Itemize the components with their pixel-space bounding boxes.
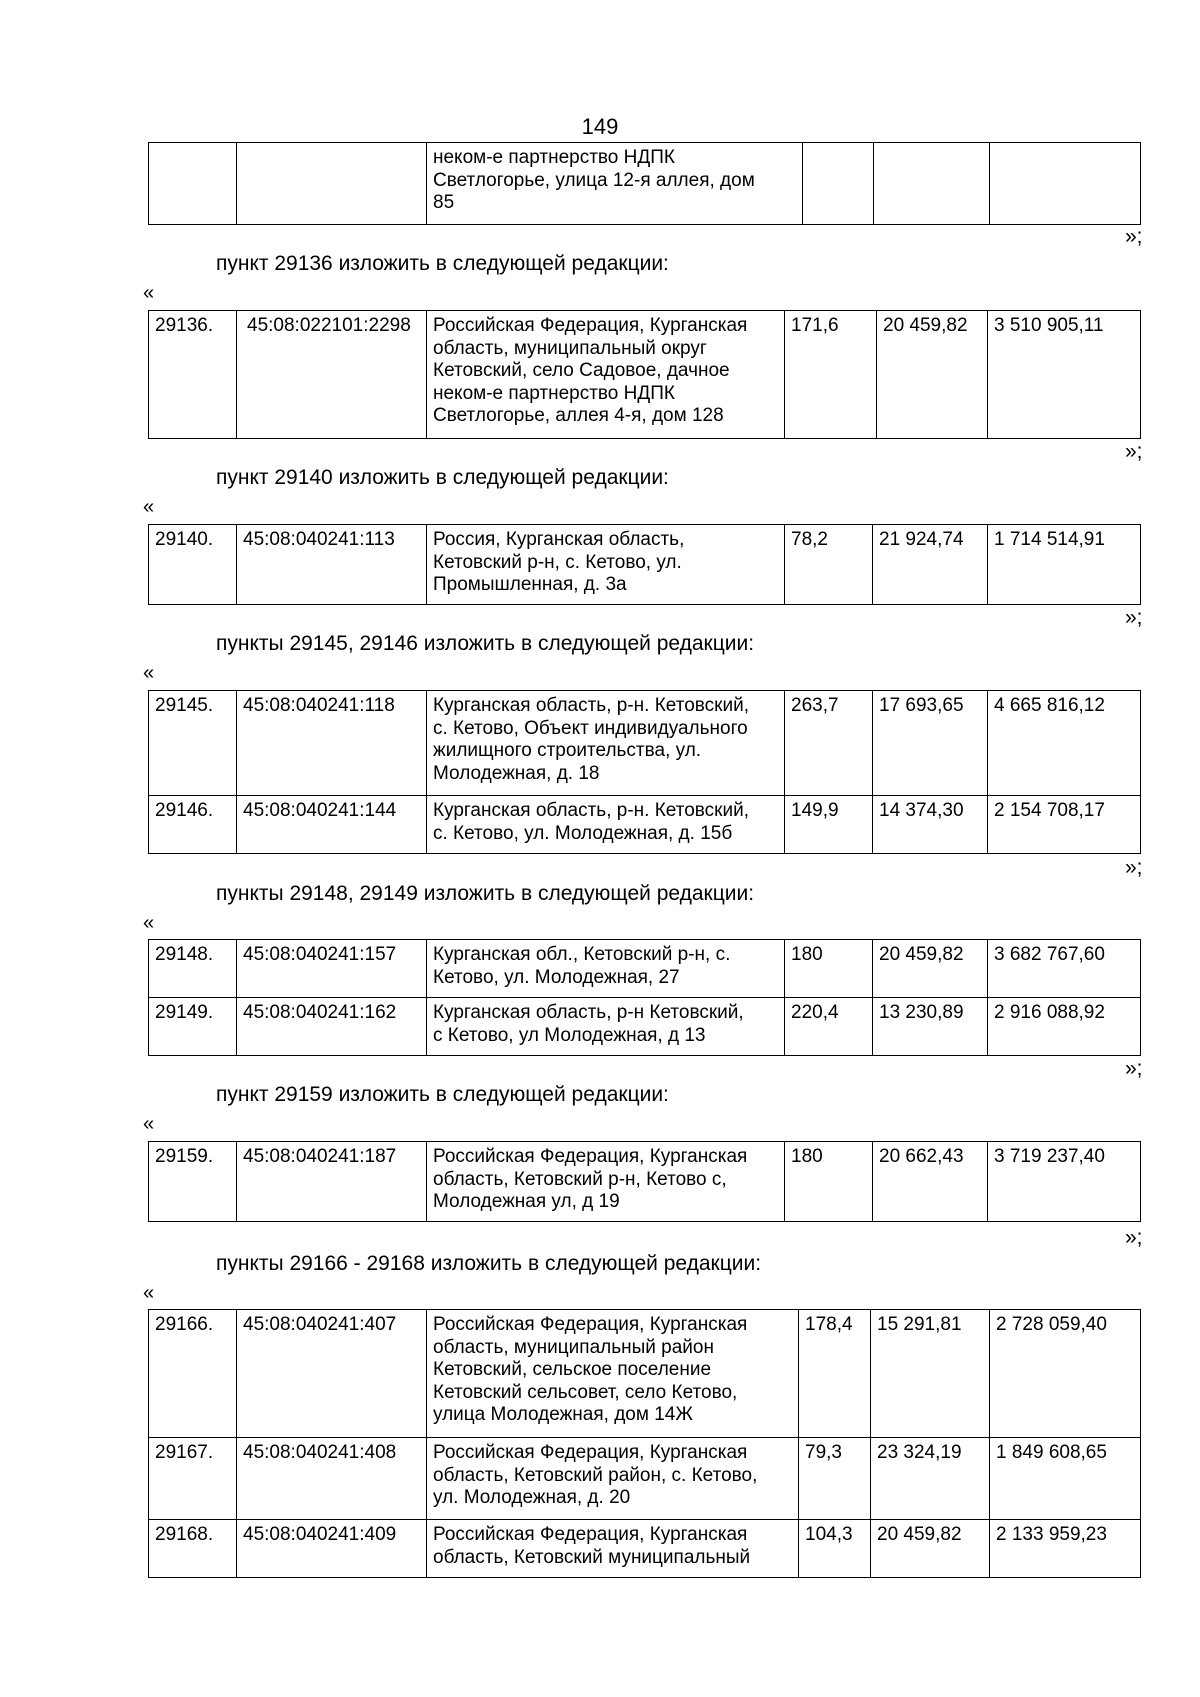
page-number: 149 (581, 114, 619, 139)
table-row (149, 1520, 1141, 1578)
cell-value: 4 665 816,12 (988, 691, 1141, 796)
section-instruction: пункты 29148, 29149 изложить в следующей редакции: (216, 882, 755, 905)
cell-area: 178,4 (799, 1310, 871, 1438)
opening-quote: « (143, 496, 155, 518)
opening-quote: « (143, 1113, 155, 1135)
cell-value: 2 728 059,40 (990, 1310, 1141, 1438)
cell-address: Курганская область, р-н. Кетовский, с. Кетово, Объект индивидуального жилищного строительства, ул. Молодежная, д. 18 (427, 691, 785, 796)
cell-rate: 21 924,74 (873, 525, 988, 605)
cell-rate: 20 662,43 (873, 1142, 988, 1222)
cell-rate: 15 291,81 (871, 1310, 990, 1438)
closing-quote: »; (1125, 225, 1143, 248)
closing-quote: »; (1125, 1057, 1143, 1080)
section-instruction: пункт 29159 изложить в следующей редакции: (216, 1083, 669, 1106)
cell-address: Российская Федерация, Курганская область, муниципальный район Кетовский, сельское поселение Кетовский сельсовет, село Кетово, улица Молодежная, дом 14Ж (427, 1310, 799, 1438)
cell-rate: 14 374,30 (873, 796, 988, 854)
cell-address: Российская Федерация, Курганская область, Кетовский р-н, Кетово с, Молодежная ул, д 19 (427, 1142, 785, 1222)
cell-num: 29146. (149, 796, 237, 854)
cell-rate: 20 459,82 (873, 940, 988, 998)
cell-rate: 13 230,89 (873, 998, 988, 1056)
table-row (149, 143, 1141, 225)
cell-area (803, 143, 874, 225)
cell-num: 29136. (149, 311, 237, 439)
cell-address: Курганская область, р-н Кетовский, с Кетово, ул Молодежная, д 13 (427, 998, 785, 1056)
cell-value: 2 133 959,23 (990, 1520, 1141, 1578)
cell-cadastral: 45:08:022101:2298 (237, 311, 427, 439)
table-row (149, 525, 1141, 605)
table-row (149, 796, 1141, 854)
cell-num: 29140. (149, 525, 237, 605)
cell-address: неком-е партнерство НДПК Светлогорье, улица 12-я аллея, дом 85 (427, 143, 803, 225)
cell-cadastral: 45:08:040241:144 (237, 796, 427, 854)
cell-cadastral: 45:08:040241:113 (237, 525, 427, 605)
cell-area: 78,2 (785, 525, 873, 605)
cell-num: 29149. (149, 998, 237, 1056)
cell-value: 2 916 088,92 (988, 998, 1141, 1056)
cell-area: 149,9 (785, 796, 873, 854)
cell-area: 171,6 (785, 311, 877, 439)
cell-cadastral: 45:08:040241:157 (237, 940, 427, 998)
cell-value: 2 154 708,17 (988, 796, 1141, 854)
table-row (149, 1310, 1141, 1438)
cell-num: 29159. (149, 1142, 237, 1222)
closing-quote: »; (1125, 606, 1143, 629)
cell-address: Российская Федерация, Курганская область, муниципальный округ Кетовский, село Садовое, дачное неком-е партнерство НДПК Светлогорье, аллея 4-я, дом 128 (427, 311, 785, 439)
cell-cadastral: 45:08:040241:118 (237, 691, 427, 796)
cell-address: Курганская обл., Кетовский р-н, с. Кетово, ул. Молодежная, 27 (427, 940, 785, 998)
cell-address: Курганская область, р-н. Кетовский, с. Кетово, ул. Молодежная, д. 15б (427, 796, 785, 854)
cell-rate: 20 459,82 (877, 311, 988, 439)
cell-cadastral: 45:08:040241:409 (237, 1520, 427, 1578)
cell-value: 1 849 608,65 (990, 1438, 1141, 1520)
opening-quote: « (143, 912, 155, 934)
table-row (149, 311, 1141, 439)
cell-rate: 23 324,19 (871, 1438, 990, 1520)
cell-value: 1 714 514,91 (988, 525, 1141, 605)
cell-area: 180 (785, 1142, 873, 1222)
opening-quote: « (143, 282, 155, 304)
closing-quote: »; (1125, 440, 1143, 463)
carryover-table (148, 142, 1141, 225)
section-instruction: пункт 29140 изложить в следующей редакции: (216, 466, 669, 489)
closing-quote: »; (1125, 1226, 1143, 1249)
table-row (149, 940, 1141, 998)
cell-num: 29168. (149, 1520, 237, 1578)
table-row (149, 691, 1141, 796)
cell-num: 29145. (149, 691, 237, 796)
cell-cadastral: 45:08:040241:407 (237, 1310, 427, 1438)
cell-address: Российская Федерация, Курганская область, Кетовский муниципальный (427, 1520, 799, 1578)
cell-num (149, 143, 237, 225)
table-row (149, 1142, 1141, 1222)
cell-cadastral: 45:08:040241:162 (237, 998, 427, 1056)
cell-value: 3 719 237,40 (988, 1142, 1141, 1222)
section-table (148, 939, 1141, 1056)
table-row (149, 1438, 1141, 1520)
cell-rate: 20 459,82 (871, 1520, 990, 1578)
cell-value (990, 143, 1141, 225)
cell-cadastral: 45:08:040241:408 (237, 1438, 427, 1520)
section-table (148, 1309, 1141, 1578)
cell-cadastral: 45:08:040241:187 (237, 1142, 427, 1222)
section-table (148, 524, 1141, 605)
cell-area: 104,3 (799, 1520, 871, 1578)
cell-area: 220,4 (785, 998, 873, 1056)
cell-num: 29148. (149, 940, 237, 998)
cell-area: 79,3 (799, 1438, 871, 1520)
cell-value: 3 682 767,60 (988, 940, 1141, 998)
cell-rate (874, 143, 990, 225)
section-table (148, 1141, 1141, 1222)
cell-address: Российская Федерация, Курганская область, Кетовский район, с. Кетово, ул. Молодежная, д. 20 (427, 1438, 799, 1520)
cell-area: 180 (785, 940, 873, 998)
section-table (148, 690, 1141, 854)
opening-quote: « (143, 1282, 155, 1304)
section-instruction: пункты 29166 - 29168 изложить в следующей редакции: (216, 1252, 762, 1275)
opening-quote: « (143, 662, 155, 684)
section-table (148, 310, 1141, 439)
cell-address: Россия, Курганская область, Кетовский р-н, с. Кетово, ул. Промышленная, д. 3а (427, 525, 785, 605)
section-instruction: пункты 29145, 29146 изложить в следующей редакции: (216, 632, 755, 655)
cell-cadastral (237, 143, 427, 225)
cell-value: 3 510 905,11 (988, 311, 1141, 439)
cell-area: 263,7 (785, 691, 873, 796)
closing-quote: »; (1125, 856, 1143, 879)
cell-num: 29166. (149, 1310, 237, 1438)
section-instruction: пункт 29136 изложить в следующей редакции: (216, 252, 669, 275)
cell-num: 29167. (149, 1438, 237, 1520)
table-row (149, 998, 1141, 1056)
cell-rate: 17 693,65 (873, 691, 988, 796)
